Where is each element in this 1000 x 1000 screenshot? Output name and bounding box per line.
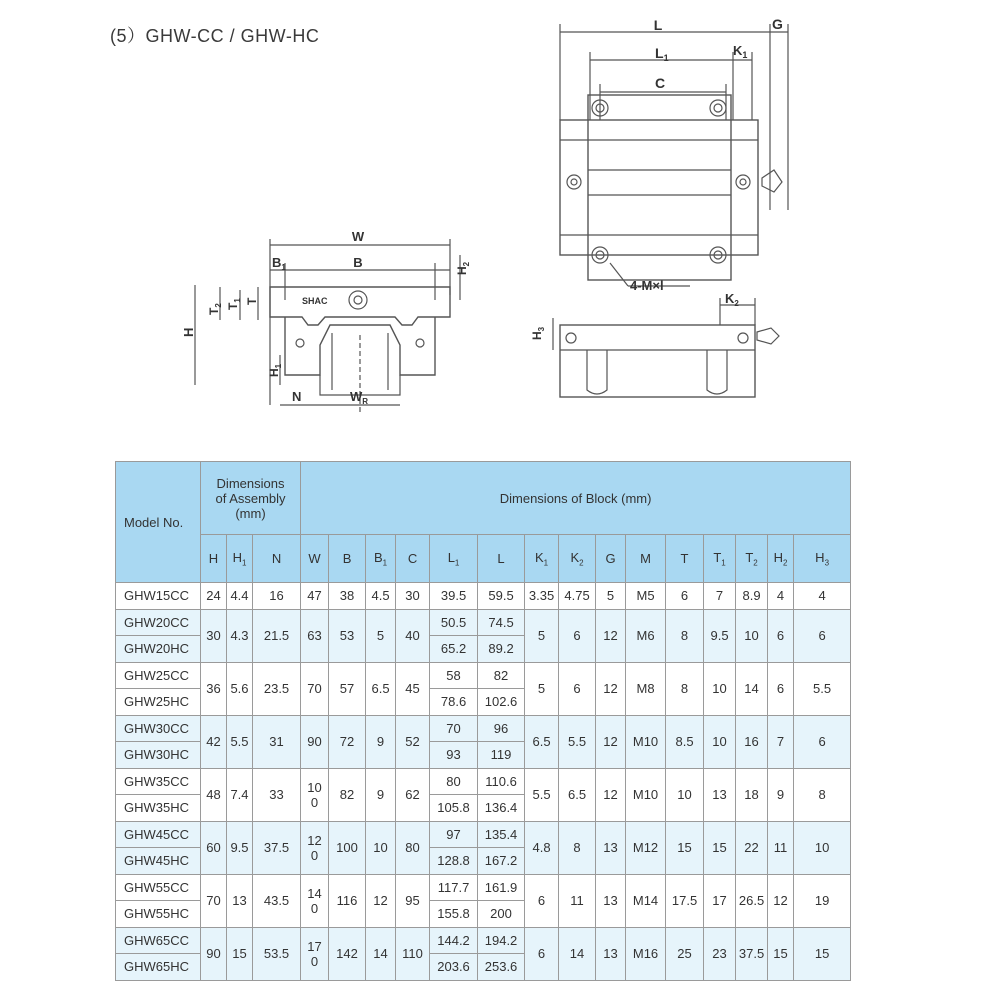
cell-H1: 9.5 xyxy=(227,821,253,874)
cell-C: 95 xyxy=(396,874,430,927)
column-header: $L_1$ xyxy=(430,535,478,583)
side-view-drawing xyxy=(525,290,795,410)
cell-T: 6 xyxy=(666,583,704,610)
cell-W: 90 xyxy=(301,715,329,768)
cell-H2: 9 xyxy=(768,768,794,821)
cell-B: 142 xyxy=(329,927,366,980)
column-header: H xyxy=(201,535,227,583)
cell-C: 30 xyxy=(396,583,430,610)
cell-G: 12 xyxy=(596,662,626,715)
cell-T2: 37.5 xyxy=(736,927,768,980)
cell-G: 13 xyxy=(596,874,626,927)
cell-T: 8 xyxy=(666,662,704,715)
cell-N: 16 xyxy=(253,583,301,610)
cell-T: 8 xyxy=(666,609,704,662)
cell-H1: 7.4 xyxy=(227,768,253,821)
cell-H: 42 xyxy=(201,715,227,768)
dim-L1: $L_1$ xyxy=(655,45,669,63)
column-header: B xyxy=(329,535,366,583)
cell-W: 14 0 xyxy=(301,874,329,927)
cell-H2: 6 xyxy=(768,609,794,662)
table-row xyxy=(116,715,851,742)
cell-C: 110 xyxy=(396,927,430,980)
cell-T1: 23 xyxy=(704,927,736,980)
cell-L1: 50.5 xyxy=(430,609,478,636)
column-header: C xyxy=(396,535,430,583)
cell-H: 24 xyxy=(201,583,227,610)
model-cell: GHW45HC xyxy=(116,848,201,875)
cell-H1: 4.3 xyxy=(227,609,253,662)
cell-H2: 7 xyxy=(768,715,794,768)
cell-L: 96 xyxy=(478,715,525,742)
table-row xyxy=(116,609,851,636)
cell-H2: 6 xyxy=(768,662,794,715)
table-row xyxy=(116,927,851,954)
cell-B1: 5 xyxy=(366,609,396,662)
cell-N: 37.5 xyxy=(253,821,301,874)
cell-B1: 4.5 xyxy=(366,583,396,610)
cell-L: 135.4 xyxy=(478,821,525,848)
cell-L: 200 xyxy=(478,901,525,928)
cell-L1: 128.8 xyxy=(430,848,478,875)
model-cell: GHW35HC xyxy=(116,795,201,822)
cell-M: M5 xyxy=(626,583,666,610)
cell-H1: 5.6 xyxy=(227,662,253,715)
cell-K1: 5 xyxy=(525,609,559,662)
cell-L: 253.6 xyxy=(478,954,525,981)
column-header: $B_1$ xyxy=(366,535,396,583)
cell-T1: 10 xyxy=(704,662,736,715)
column-header: M xyxy=(626,535,666,583)
cell-W: 17 0 xyxy=(301,927,329,980)
cell-H1: 15 xyxy=(227,927,253,980)
cell-B: 57 xyxy=(329,662,366,715)
cell-L: 110.6 xyxy=(478,768,525,795)
cell-H: 30 xyxy=(201,609,227,662)
model-cell: GHW30CC xyxy=(116,715,201,742)
cell-B: 116 xyxy=(329,874,366,927)
model-cell: GHW20CC xyxy=(116,609,201,636)
cell-L1: 39.5 xyxy=(430,583,478,610)
dim-G: G xyxy=(772,16,783,32)
cell-M: M12 xyxy=(626,821,666,874)
dim-WR: $W_R$ xyxy=(350,389,369,406)
cell-L: 59.5 xyxy=(478,583,525,610)
cell-T2: 26.5 xyxy=(736,874,768,927)
dim-B: B xyxy=(353,255,363,270)
column-header: T xyxy=(666,535,704,583)
cell-B: 38 xyxy=(329,583,366,610)
cell-B1: 10 xyxy=(366,821,396,874)
cell-M: M14 xyxy=(626,874,666,927)
model-cell: GHW30HC xyxy=(116,742,201,769)
cell-K1: 5 xyxy=(525,662,559,715)
dim-K2: $K_2$ xyxy=(725,291,739,308)
cell-C: 52 xyxy=(396,715,430,768)
column-header: $K_2$ xyxy=(559,535,596,583)
cell-T1: 17 xyxy=(704,874,736,927)
dim-H3: $H_3$ xyxy=(530,326,546,340)
cell-M: M10 xyxy=(626,715,666,768)
model-cell: GHW25HC xyxy=(116,689,201,716)
cell-W: 63 xyxy=(301,609,329,662)
cell-L: 194.2 xyxy=(478,927,525,954)
cell-N: 21.5 xyxy=(253,609,301,662)
cell-H1: 5.5 xyxy=(227,715,253,768)
cell-H3: 10 xyxy=(794,821,851,874)
cell-L1: 155.8 xyxy=(430,901,478,928)
cell-L1: 65.2 xyxy=(430,636,478,663)
cell-C: 40 xyxy=(396,609,430,662)
cell-K2: 14 xyxy=(559,927,596,980)
cell-T1: 10 xyxy=(704,715,736,768)
model-cell: GHW35CC xyxy=(116,768,201,795)
column-header-row xyxy=(116,535,851,583)
column-header: $T_2$ xyxy=(736,535,768,583)
cell-K1: 6.5 xyxy=(525,715,559,768)
dim-W: W xyxy=(351,229,365,244)
table-row xyxy=(116,662,851,689)
cell-G: 12 xyxy=(596,715,626,768)
cell-G: 13 xyxy=(596,821,626,874)
cell-B1: 14 xyxy=(366,927,396,980)
cell-N: 23.5 xyxy=(253,662,301,715)
cell-H3: 8 xyxy=(794,768,851,821)
cell-H3: 6 xyxy=(794,715,851,768)
cell-K1: 4.8 xyxy=(525,821,559,874)
top-view-drawing xyxy=(540,10,800,300)
model-cell: GHW45CC xyxy=(116,821,201,848)
dim-K1: $K_1$ xyxy=(733,43,748,60)
cell-N: 53.5 xyxy=(253,927,301,980)
cell-K2: 4.75 xyxy=(559,583,596,610)
column-header: G xyxy=(596,535,626,583)
cell-L: 136.4 xyxy=(478,795,525,822)
cell-N: 43.5 xyxy=(253,874,301,927)
dim-T1: $T_1$ xyxy=(226,298,242,310)
model-cell: GHW55HC xyxy=(116,901,201,928)
cell-G: 12 xyxy=(596,609,626,662)
cell-T2: 14 xyxy=(736,662,768,715)
cell-G: 5 xyxy=(596,583,626,610)
cell-H: 36 xyxy=(201,662,227,715)
cell-L: 161.9 xyxy=(478,874,525,901)
cell-T1: 13 xyxy=(704,768,736,821)
cell-T1: 7 xyxy=(704,583,736,610)
cell-T2: 18 xyxy=(736,768,768,821)
column-header: N xyxy=(253,535,301,583)
dim-H1: $H_1$ xyxy=(267,363,283,377)
column-header: W xyxy=(301,535,329,583)
model-cell: GHW15CC xyxy=(116,583,201,610)
model-cell: GHW25CC xyxy=(116,662,201,689)
cell-K2: 11 xyxy=(559,874,596,927)
cell-L: 74.5 xyxy=(478,609,525,636)
table-row xyxy=(116,583,851,610)
cell-L: 102.6 xyxy=(478,689,525,716)
dim-C: C xyxy=(654,75,666,91)
table-row xyxy=(116,821,851,848)
cell-G: 12 xyxy=(596,768,626,821)
cell-H1: 4.4 xyxy=(227,583,253,610)
cell-T: 15 xyxy=(666,821,704,874)
cell-H3: 4 xyxy=(794,583,851,610)
cell-M: M10 xyxy=(626,768,666,821)
cell-L: 89.2 xyxy=(478,636,525,663)
dim-B1: $B_1$ xyxy=(272,255,286,272)
cell-C: 45 xyxy=(396,662,430,715)
model-cell: GHW65HC xyxy=(116,954,201,981)
cell-H2: 4 xyxy=(768,583,794,610)
cell-B1: 9 xyxy=(366,715,396,768)
block-header: Dimensions of Block (mm) xyxy=(301,462,851,535)
cell-B1: 6.5 xyxy=(366,662,396,715)
cell-H3: 15 xyxy=(794,927,851,980)
column-header: $H_1$ xyxy=(227,535,253,583)
cell-C: 80 xyxy=(396,821,430,874)
cell-W: 12 0 xyxy=(301,821,329,874)
cell-B1: 12 xyxy=(366,874,396,927)
dim-L: L xyxy=(653,17,663,33)
cell-H2: 12 xyxy=(768,874,794,927)
brand-logo: SHAC xyxy=(302,296,328,306)
cell-L1: 93 xyxy=(430,742,478,769)
model-cell: GHW55CC xyxy=(116,874,201,901)
cell-T2: 8.9 xyxy=(736,583,768,610)
cell-T: 10 xyxy=(666,768,704,821)
cell-K1: 3.35 xyxy=(525,583,559,610)
cell-T2: 22 xyxy=(736,821,768,874)
cell-W: 47 xyxy=(301,583,329,610)
cell-H: 90 xyxy=(201,927,227,980)
cell-K2: 6 xyxy=(559,662,596,715)
cell-W: 70 xyxy=(301,662,329,715)
cell-K1: 6 xyxy=(525,927,559,980)
cell-T1: 15 xyxy=(704,821,736,874)
cell-K2: 8 xyxy=(559,821,596,874)
cell-T1: 9.5 xyxy=(704,609,736,662)
cell-K2: 6 xyxy=(559,609,596,662)
cell-K2: 6.5 xyxy=(559,768,596,821)
cell-K1: 5.5 xyxy=(525,768,559,821)
column-header: L xyxy=(478,535,525,583)
cell-K2: 5.5 xyxy=(559,715,596,768)
cell-B: 72 xyxy=(329,715,366,768)
cell-L1: 70 xyxy=(430,715,478,742)
assembly-header: Dimensions of Assembly (mm) xyxy=(201,462,301,535)
dim-H: H xyxy=(181,327,196,337)
cell-B: 100 xyxy=(329,821,366,874)
cell-L: 82 xyxy=(478,662,525,689)
cell-N: 33 xyxy=(253,768,301,821)
dim-holes: 4-M×l xyxy=(630,278,664,293)
cell-W: 10 0 xyxy=(301,768,329,821)
cell-T: 25 xyxy=(666,927,704,980)
cell-T2: 10 xyxy=(736,609,768,662)
cell-L1: 97 xyxy=(430,821,478,848)
cell-H3: 19 xyxy=(794,874,851,927)
cell-H: 70 xyxy=(201,874,227,927)
cell-L1: 105.8 xyxy=(430,795,478,822)
cell-L1: 203.6 xyxy=(430,954,478,981)
cell-L: 167.2 xyxy=(478,848,525,875)
cell-H: 48 xyxy=(201,768,227,821)
dim-H2: $H_2$ xyxy=(455,261,471,275)
model-cell: GHW65CC xyxy=(116,927,201,954)
cell-L1: 80 xyxy=(430,768,478,795)
spec-table xyxy=(115,461,851,981)
cell-M: M16 xyxy=(626,927,666,980)
cell-M: M6 xyxy=(626,609,666,662)
column-header: $H_3$ xyxy=(794,535,851,583)
cell-T2: 16 xyxy=(736,715,768,768)
column-header: $H_2$ xyxy=(768,535,794,583)
cell-H3: 6 xyxy=(794,609,851,662)
model-cell: GHW20HC xyxy=(116,636,201,663)
cell-G: 13 xyxy=(596,927,626,980)
cell-L: 119 xyxy=(478,742,525,769)
cell-B: 53 xyxy=(329,609,366,662)
cell-N: 31 xyxy=(253,715,301,768)
cell-H: 60 xyxy=(201,821,227,874)
cell-T: 8.5 xyxy=(666,715,704,768)
cell-H2: 11 xyxy=(768,821,794,874)
column-header: $K_1$ xyxy=(525,535,559,583)
cell-L1: 144.2 xyxy=(430,927,478,954)
table-row xyxy=(116,874,851,901)
spec-body xyxy=(116,583,851,981)
cell-L1: 58 xyxy=(430,662,478,689)
cell-M: M8 xyxy=(626,662,666,715)
section-title: (5）GHW-CC / GHW-HC xyxy=(110,26,320,46)
cell-H1: 13 xyxy=(227,874,253,927)
front-view-drawing xyxy=(180,225,480,415)
model-header: Model No. xyxy=(116,462,201,583)
cell-H3: 5.5 xyxy=(794,662,851,715)
dim-T: T xyxy=(245,297,259,305)
dim-N: N xyxy=(292,389,302,404)
cell-L1: 78.6 xyxy=(430,689,478,716)
cell-L1: 117.7 xyxy=(430,874,478,901)
cell-C: 62 xyxy=(396,768,430,821)
cell-B: 82 xyxy=(329,768,366,821)
column-header: $T_1$ xyxy=(704,535,736,583)
cell-B1: 9 xyxy=(366,768,396,821)
cell-H2: 15 xyxy=(768,927,794,980)
cell-K1: 6 xyxy=(525,874,559,927)
dim-T2: $T_2$ xyxy=(207,303,223,315)
cell-T: 17.5 xyxy=(666,874,704,927)
table-row xyxy=(116,768,851,795)
